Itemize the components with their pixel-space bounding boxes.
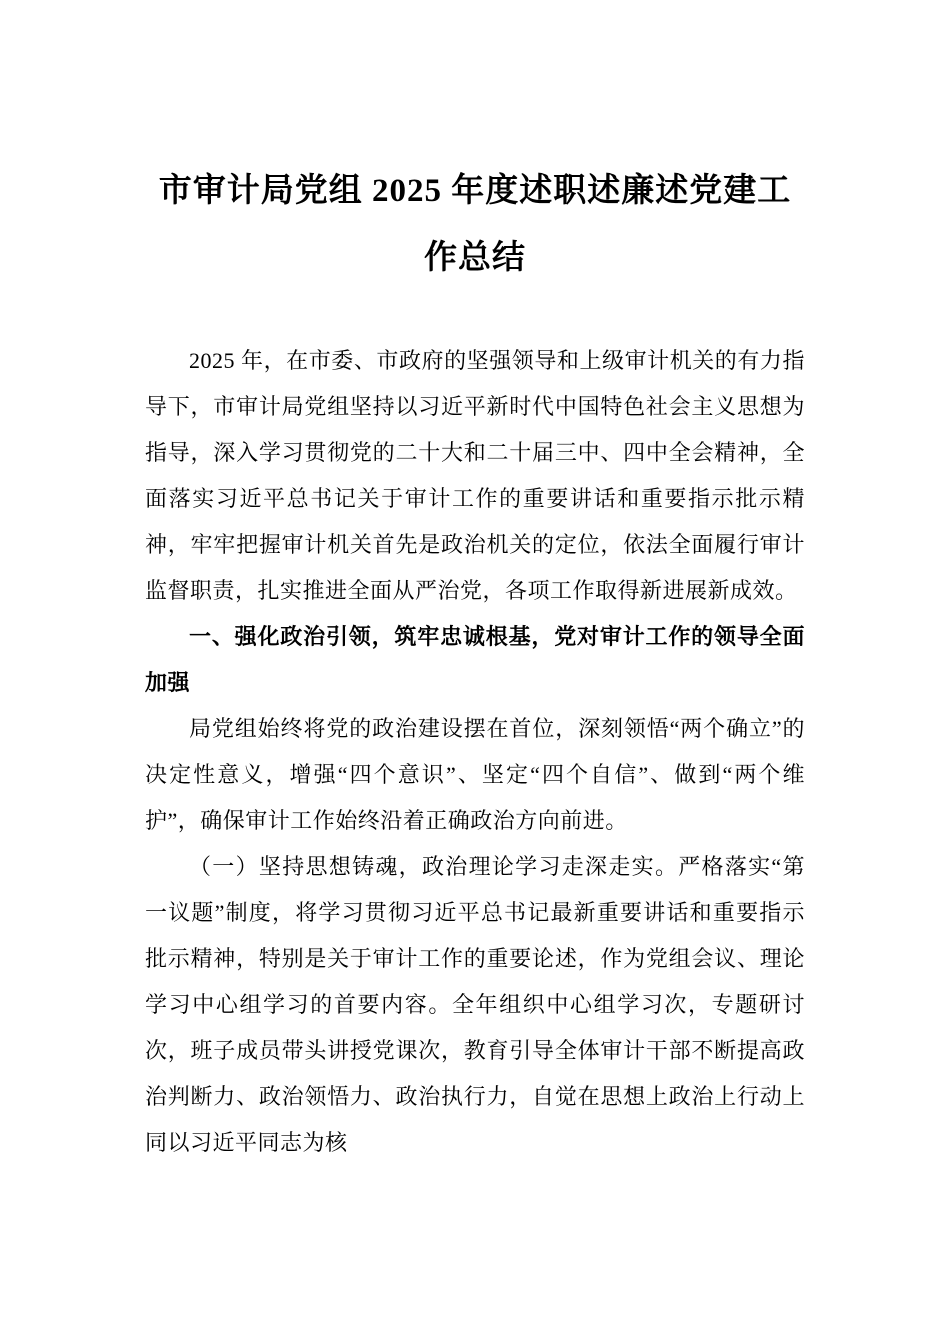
section-heading-1: 一、强化政治引领，筑牢忠诚根基，党对审计工作的领导全面加强 (145, 624, 805, 695)
intro-paragraph: 2025 年，在市委、市政府的坚强领导和上级审计机关的有力指导下，市审计局党组坚持以习近平新时代中国特色社会主义思想为指导，深入学习贯彻党的二十大和二十届三中、四中全会精神，全面落实习近平总书记关于审计工作的重要讲话和重要指示批示精神，牢牢把握审计机关首先是政治机关的定位，依法全面履行审计监督职责，扎实推进全面从严治党，各项工作取得新进展新成效。 (145, 348, 805, 603)
paragraph-subsection-1: （一）坚持思想铸魂，政治理论学习走深走实。严格落实“第一议题”制度，将学习贯彻习近平总书记最新重要讲话和重要指示批示精神，特别是关于审计工作的重要论述，作为党组会议、理论学习中心组学习的首要内容。全年组织中心组学习次，专题研讨次，班子成员带头讲授党课次，教育引导全体审计干部不断提高政治判断力、政治领悟力、政治执行力，自觉在思想上政治上行动上同以习近平同志为核 (145, 854, 805, 1155)
document-title: 市审计局党组 2025 年度述职述廉述党建工作总结 (158, 173, 792, 276)
paragraph-political-building: 局党组始终将党的政治建设摆在首位，深刻领悟“两个确立”的决定性意义，增强“四个意识”、坚定“四个自信”、做到“两个维护”，确保审计工作始终沿着正确政治方向前进。 (145, 716, 805, 833)
